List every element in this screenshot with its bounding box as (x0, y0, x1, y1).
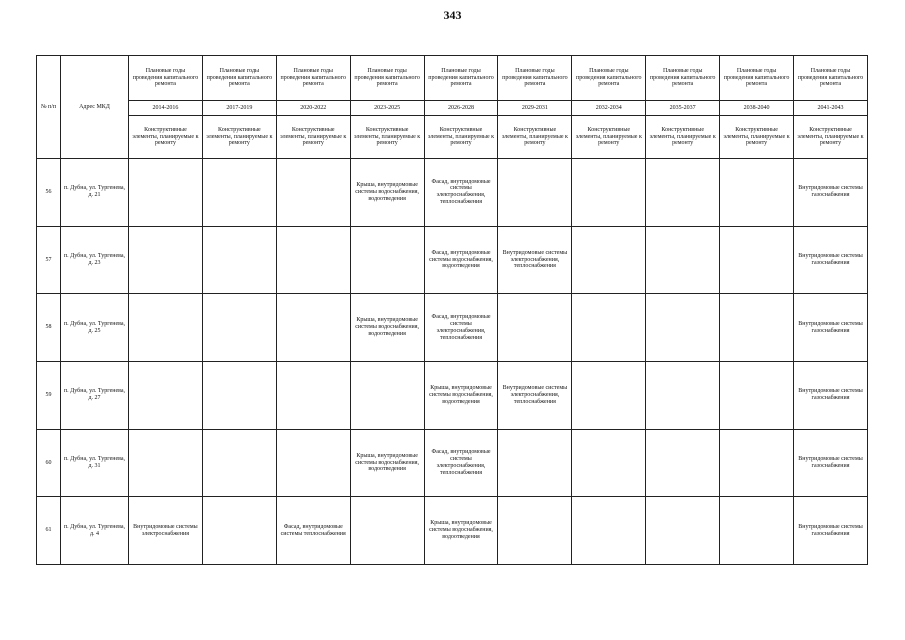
repair-cell (720, 429, 794, 497)
header-number: № п/п (37, 56, 61, 159)
repair-cell: Крыша, внутридомовые системы водоснабжения, водоотведения (424, 361, 498, 429)
repair-cell: Внутридомовые системы электроснабжения, теплоснабжения (498, 226, 572, 294)
repair-cell (202, 294, 276, 362)
header-period-title: Плановые годы проведения капитального ремонта (129, 56, 203, 101)
repair-cell (646, 429, 720, 497)
repair-cell: Внутридомовые системы газоснабжения (794, 159, 868, 227)
repair-cell (276, 226, 350, 294)
header-period-range: 2026-2028 (424, 101, 498, 116)
header-address: Адрес МКД (61, 56, 129, 159)
row-address: п. Дубна, ул. Тургенева, д. 21 (61, 159, 129, 227)
repair-cell (646, 159, 720, 227)
repair-cell (498, 159, 572, 227)
table-row (37, 294, 868, 362)
header-period-elements: Конструктивные элементы, планируемые к ремонту (794, 116, 868, 159)
repair-cell: Фасад, внутридомовые системы электроснабжения, теплоснабжения (424, 429, 498, 497)
repair-cell (350, 361, 424, 429)
header-period-range: 2014-2016 (129, 101, 203, 116)
repair-cell: Крыша, внутридомовые системы водоснабжения, водоотведения (350, 294, 424, 362)
header-period-elements: Конструктивные элементы, планируемые к ремонту (572, 116, 646, 159)
repair-cell (572, 294, 646, 362)
repair-cell (129, 159, 203, 227)
repair-cell (498, 294, 572, 362)
repair-cell (276, 294, 350, 362)
header-period-elements: Конструктивные элементы, планируемые к ремонту (720, 116, 794, 159)
header-period-elements: Конструктивные элементы, планируемые к ремонту (646, 116, 720, 159)
repair-cell: Крыша, внутридомовые системы водоснабжения, водоотведения (350, 159, 424, 227)
repair-cell: Внутридомовые системы газоснабжения (794, 497, 868, 565)
repair-cell: Внутридомовые системы электроснабжения (129, 497, 203, 565)
repair-cell (276, 361, 350, 429)
repair-cell (498, 429, 572, 497)
header-period-range: 2038-2040 (720, 101, 794, 116)
repair-cell: Крыша, внутридомовые системы водоснабжения, водоотведения (424, 497, 498, 565)
row-address: п. Дубна, ул. Тургенева, д. 4 (61, 497, 129, 565)
table-row (37, 226, 868, 294)
row-number: 61 (37, 497, 61, 565)
row-number: 56 (37, 159, 61, 227)
row-number: 59 (37, 361, 61, 429)
repair-cell (202, 429, 276, 497)
repair-cell (720, 294, 794, 362)
repair-cell (720, 497, 794, 565)
header-period-title: Плановые годы проведения капитального ремонта (720, 56, 794, 101)
repair-cell (202, 226, 276, 294)
repair-cell: Крыша, внутридомовые системы водоснабжения, водоотведения (350, 429, 424, 497)
row-address: п. Дубна, ул. Тургенева, д. 25 (61, 294, 129, 362)
header-period-range: 2017-2019 (202, 101, 276, 116)
repair-cell (572, 159, 646, 227)
header-period-range: 2029-2031 (498, 101, 572, 116)
repair-cell (129, 361, 203, 429)
repair-cell (350, 497, 424, 565)
repair-cell (129, 226, 203, 294)
repair-cell: Внутридомовые системы газоснабжения (794, 429, 868, 497)
header-period-title: Плановые годы проведения капитального ремонта (572, 56, 646, 101)
repair-cell: Внутридомовые системы газоснабжения (794, 361, 868, 429)
repair-cell (129, 429, 203, 497)
row-address: п. Дубна, ул. Тургенева, д. 31 (61, 429, 129, 497)
header-period-elements: Конструктивные элементы, планируемые к ремонту (202, 116, 276, 159)
header-period-title: Плановые годы проведения капитального ремонта (350, 56, 424, 101)
repair-cell (720, 226, 794, 294)
header-period-elements: Конструктивные элементы, планируемые к ремонту (276, 116, 350, 159)
header-period-range: 2032-2034 (572, 101, 646, 116)
header-period-title: Плановые годы проведения капитального ремонта (202, 56, 276, 101)
header-period-elements: Конструктивные элементы, планируемые к ремонту (498, 116, 572, 159)
repair-cell: Внутридомовые системы электроснабжения, теплоснабжения (498, 361, 572, 429)
table-row (37, 361, 868, 429)
repair-cell (202, 497, 276, 565)
row-address: п. Дубна, ул. Тургенева, д. 27 (61, 361, 129, 429)
header-period-range: 2035-2037 (646, 101, 720, 116)
repair-cell (646, 294, 720, 362)
capital-repair-table (36, 55, 868, 565)
repair-cell (646, 497, 720, 565)
repair-cell: Фасад, внутридомовые системы электроснабжения, теплоснабжения (424, 159, 498, 227)
repair-cell: Внутридомовые системы газоснабжения (794, 226, 868, 294)
repair-cell: Фасад, внутридомовые системы водоснабжения, водоотведения (424, 226, 498, 294)
header-period-range: 2020-2022 (276, 101, 350, 116)
repair-cell (572, 361, 646, 429)
header-period-range: 2023-2025 (350, 101, 424, 116)
row-number: 58 (37, 294, 61, 362)
repair-cell (276, 159, 350, 227)
repair-cell (720, 361, 794, 429)
page-number: 343 (443, 8, 462, 22)
header-period-title: Плановые годы проведения капитального ремонта (646, 56, 720, 101)
header-period-title: Плановые годы проведения капитального ремонта (424, 56, 498, 101)
row-number: 60 (37, 429, 61, 497)
table-row (37, 429, 868, 497)
repair-cell (202, 159, 276, 227)
repair-cell (646, 226, 720, 294)
row-address: п. Дубна, ул. Тургенева, д. 23 (61, 226, 129, 294)
header-period-title: Плановые годы проведения капитального ремонта (794, 56, 868, 101)
header-period-elements: Конструктивные элементы, планируемые к ремонту (424, 116, 498, 159)
header-period-title: Плановые годы проведения капитального ремонта (498, 56, 572, 101)
repair-cell (572, 429, 646, 497)
header-period-range: 2041-2043 (794, 101, 868, 116)
repair-cell (350, 226, 424, 294)
header-period-title: Плановые годы проведения капитального ремонта (276, 56, 350, 101)
row-number: 57 (37, 226, 61, 294)
repair-cell (202, 361, 276, 429)
table-row (37, 159, 868, 227)
table-row (37, 497, 868, 565)
repair-cell (572, 497, 646, 565)
repair-cell (276, 429, 350, 497)
repair-cell (720, 159, 794, 227)
header-period-elements: Конструктивные элементы, планируемые к ремонту (129, 116, 203, 159)
repair-cell (572, 226, 646, 294)
repair-cell (646, 361, 720, 429)
repair-cell: Внутридомовые системы газоснабжения (794, 294, 868, 362)
repair-cell: Фасад, внутридомовые системы электроснабжения, теплоснабжения (424, 294, 498, 362)
repair-cell (498, 497, 572, 565)
repair-cell: Фасад, внутридомовые системы теплоснабжения (276, 497, 350, 565)
repair-cell (129, 294, 203, 362)
header-period-elements: Конструктивные элементы, планируемые к ремонту (350, 116, 424, 159)
